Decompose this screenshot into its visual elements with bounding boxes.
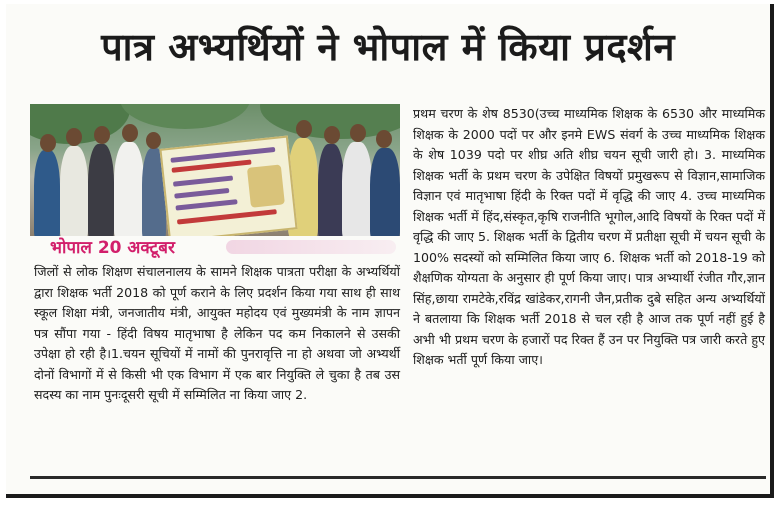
highlight-smudge bbox=[226, 240, 396, 254]
headline: पात्र अभ्यर्थियों ने भोपाल में किया प्रदर्शन bbox=[101, 25, 675, 69]
article-text-right: प्रथम चरण के शेष 8530(उच्च माध्यमिक शिक्षक के 6530 और माध्यमिक शिक्षक के 2000 पदों पर और इनमे EWS संवर्ग के उच्च माध्यमिक शिक्षक के शेष 1039 पदो पर शीघ्र अति शीघ्र चयन सूची जारी हो। 3. माध्यमिक शिक्षक भर्ती के प्रथम चरण के उपेक्षित विषयों प्रमुखरूप से विज्ञान,सामाजिक विज्ञान एवं मातृभाषा हिंदी के रिक्त पदों में वृद्धि की जाए 4. उच्च माध्यमिक शिक्षक भर्ती में हिंद,संस्कृत,कृषि राजनीति भूगोल,आदि विषयों के रिक्त पदों में वृद्धि की जाए 5. शिक्षक भर्ती के द्वितीय चरण में प्रतीक्षा सूची में चयन सूची के 100% सदस्यों को सम्मिलित किया जाए 6. शिक्षक भर्ती को 2018-19 को शैक्षणिक योग्यता के अनुसार ही पूर्ण किया जाए। पात्र अभ्यार्थी रंजीत गौर,ज्ञान सिंह,छाया रामटेके,रविंद्र खांडेकर,रागनी जैन,प्रतीक दुबे सहित अन्य अभ्यर्थियों ने बतलाया कि शिक्षक भर्ती 2018 से चल रही है आज तक पूर्ण नहीं हुई है अभी भी प्रथम चरण के हजारों पद रिक्त हैं उन पर नियुक्ति पत्र जारी करते हुए शिक्षक भर्ती पूर्ण किया जाए। bbox=[413, 106, 765, 367]
protest-banner bbox=[159, 136, 297, 236]
newspaper-clipping bbox=[6, 4, 774, 498]
dateline: भोपाल 20 अक्टूबर bbox=[50, 238, 175, 258]
article-text-left: जिलों से लोक शिक्षण संचालनालय के सामने शिक्षक पात्रता परीक्षा के अभ्यर्थियों द्वारा शिक्षक भर्ती 2018 को पूर्ण कराने के लिए प्रदर्शन किया गया साथ ही साथ स्कूल शिक्षा मंत्री, जनजातीय मंत्री, आयुक्त महोदय एवं मुख्यमंत्री के नाम ज्ञापन पत्र सौंपा गया - हिंदी विषय मातृभाषा है लेकिन पद कम निकालने से उसकी उपेक्षा हो रही है।1.चयन सूचियों में नामों की पुनरावृत्ति ना हो अथवा जो अभ्यर्थी दोनों विभागों में से किसी भी एक विभाग में एक बार नियुक्ति ले चुका है तब उस सदस्य का नाम पुनःदूसरी सूची में सम्मिलित ना किया जाए 2. bbox=[34, 264, 400, 402]
article-column-right bbox=[413, 104, 765, 371]
protest-photo bbox=[30, 104, 400, 236]
bottom-rule bbox=[30, 476, 766, 479]
article-column-left bbox=[34, 262, 400, 406]
